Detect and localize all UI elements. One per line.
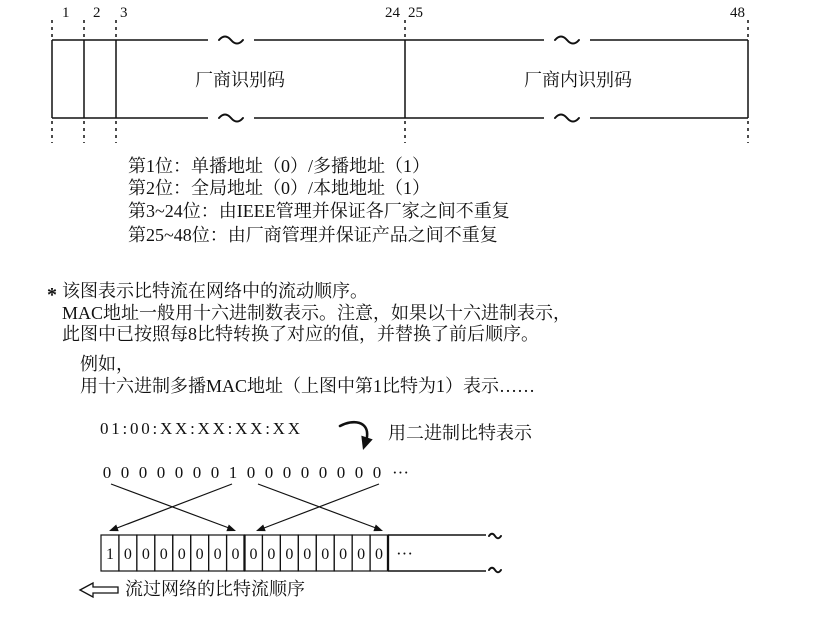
bit-position-labels (62, 5, 745, 21)
bit-description: 第1位：单播地址（0）/多播地址（1） (128, 156, 430, 176)
note-marker: * (47, 284, 57, 306)
bit-position-3: 3 (120, 5, 128, 21)
example-intro: 例如， (80, 354, 134, 374)
bitstream-digit: 0 (264, 463, 274, 482)
bit-position-2: 2 (93, 5, 101, 21)
note (47, 281, 571, 344)
bit-cell-value: 0 (339, 546, 348, 563)
bitstream-digit: 0 (300, 463, 310, 482)
bit-description: 第25~48位：由厂商管理并保证产品之间不重复 (128, 225, 498, 245)
flow-direction-label: 流过网络的比特流顺序 (125, 579, 305, 599)
note-line: 此图中已按照每8比特转换了对应的值，并替换了前后顺序。 (62, 324, 539, 344)
break-mark (489, 534, 501, 539)
bit-cell-value: 0 (249, 546, 258, 563)
bit-description-list (128, 156, 510, 245)
byte-reorder-arrows (109, 484, 383, 531)
bit-cell-value: 0 (285, 546, 294, 563)
bit-cell-value: 0 (141, 546, 150, 563)
bit-position-48: 48 (730, 5, 745, 21)
bit-cell-value: 0 (177, 546, 186, 563)
bitstream-digit: 0 (246, 463, 256, 482)
field-vendor-id: 厂商识别码 (195, 70, 285, 90)
bit-position-24: 24 (385, 5, 400, 21)
curved-arrow-head (361, 436, 372, 450)
bitstream-digit: 0 (156, 463, 166, 482)
reorder-arrow-head (226, 525, 236, 532)
bit-description: 第2位：全局地址（0）/本地地址（1） (128, 178, 430, 198)
bit-cell-value: 0 (375, 546, 384, 563)
mac-field-frame (52, 20, 748, 143)
transmitted-ellipsis: ··· (396, 544, 413, 563)
bitstream-digit: 0 (120, 463, 130, 482)
bitstream-row (103, 463, 382, 482)
example-description: 用十六进制多播MAC地址（上图中第1比特为1）表示…… (80, 376, 536, 396)
bitstream-digit: 0 (336, 463, 346, 482)
bitstream-digit: 0 (318, 463, 328, 482)
bitstream-digit: 0 (210, 463, 220, 482)
break-mark (555, 37, 579, 44)
bit-cell-value: 0 (321, 546, 330, 563)
break-mark (555, 115, 579, 122)
bit-cell-value: 0 (159, 546, 168, 563)
example (80, 354, 535, 599)
bit-cell-value: 0 (213, 546, 222, 563)
note-line: 该图表示比特流在网络中的流动顺序。 (62, 281, 368, 301)
bit-description: 第3~24位：由IEEE管理并保证各厂家之间不重复 (128, 201, 510, 221)
bit-cell-value: 0 (123, 546, 132, 563)
bitstream-digit: 0 (282, 463, 292, 482)
bitstream-ellipsis: ··· (392, 463, 409, 482)
bit-cell-value: 0 (267, 546, 276, 563)
reorder-arrow (264, 484, 379, 528)
reorder-arrow-head (256, 525, 266, 532)
reorder-arrow (111, 484, 229, 528)
reorder-arrow-head (109, 525, 119, 532)
hex-mac-address: 01:00:XX:XX:XX:XX (100, 419, 300, 438)
bitstream-digit: 0 (102, 463, 112, 482)
bit-cell-value: 0 (231, 546, 240, 563)
bit-cell-value: 0 (195, 546, 204, 563)
bitstream-digit: 1 (228, 463, 238, 482)
bitstream-digit: 0 (138, 463, 148, 482)
break-mark (219, 37, 243, 44)
bit-cell-value: 0 (357, 546, 366, 563)
field-vendor-internal-id: 厂商内识别码 (524, 70, 632, 90)
bit-position-25: 25 (408, 5, 423, 21)
break-mark (489, 568, 501, 573)
conversion-label: 用二进制比特表示 (388, 423, 532, 443)
bitstream-digit: 0 (174, 463, 184, 482)
bitstream-digit: 0 (354, 463, 364, 482)
reorder-arrow (117, 484, 232, 528)
reorder-arrow-head (373, 525, 383, 532)
curved-arrow-icon (340, 422, 367, 437)
break-mark (219, 115, 243, 122)
bitstream-digit: 0 (192, 463, 202, 482)
bit-position-1: 1 (62, 5, 70, 21)
note-line: MAC地址一般用十六进制数表示。注意，如果以十六进制表示， (62, 303, 572, 323)
left-arrow-icon (80, 583, 118, 597)
bitstream-digit: 0 (372, 463, 382, 482)
bit-cell-value: 1 (105, 546, 114, 563)
bit-cell-value: 0 (303, 546, 312, 563)
reorder-arrow (258, 484, 376, 528)
